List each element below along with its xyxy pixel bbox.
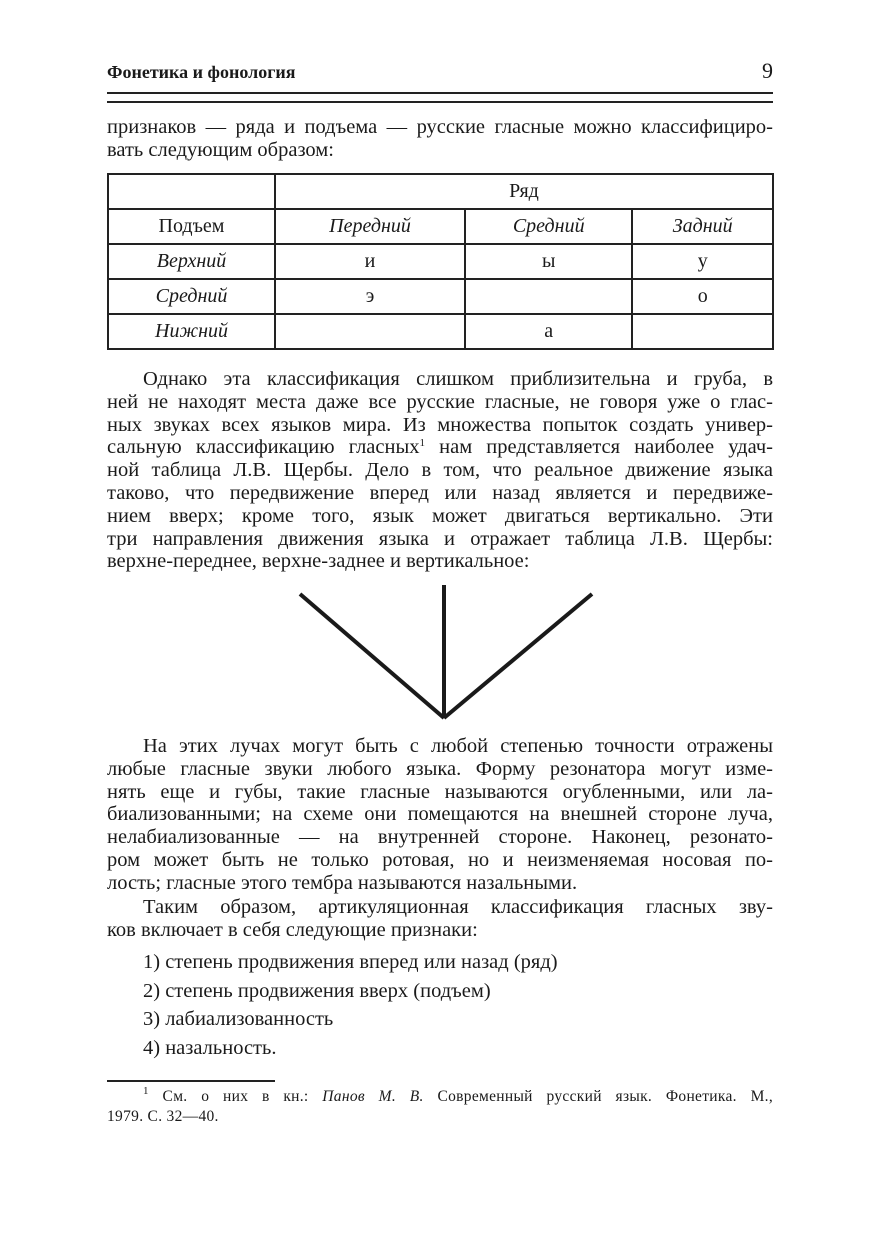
text-line: признаков — ряда и подъема — русские гласные можно классифициро- [107,116,773,138]
text-line: Однако эта классификация слишком приблизительна и груба, в [143,368,773,390]
feature-list [143,951,558,1066]
table-cell: и [275,244,465,279]
text-line: ром может быть не только ротовая, но и неизменяемая носовая по- [107,848,773,871]
footnote-text: Современный русский язык. Фонетика. М., [423,1088,774,1105]
footnote-reference: 1 [419,437,425,450]
text-line: вать следующим образом: [107,138,334,161]
text-line: нять еще и губы, такие гласные называются огубленными, или ла- [107,780,773,803]
footnote-text: 1979. С. 32—40. [107,1108,219,1125]
table-cell: э [275,279,465,314]
text-line: ных звуках всех языков мира. Из множества попыток создать универ- [107,413,773,436]
text-line: ной таблица Л.В. Щербы. Дело в том, что реальное движение языка [107,459,773,482]
footnote-text: См. о них в кн.: [148,1088,323,1105]
table-group-header: Ряд [275,174,773,209]
text-line: ков включает в себя следующие признаки: [107,918,478,941]
text-fragment: сальную классификацию гласных [107,436,420,459]
table-column-header: Задний [632,209,773,244]
page-number: 9 [762,58,773,83]
text-line: Таким образом, артикуляционная классификация гласных зву- [143,896,773,918]
footnote [107,1087,773,1127]
table-row-header: Нижний [108,314,275,349]
list-item: 4) назальность. [143,1037,277,1060]
text-line: верхне-переднее, верхне-заднее и вертикальное: [107,550,530,573]
text-line: нелабиализованные — на внутренней стороне. Наконец, резонато- [107,826,773,849]
text-line: таково, что передвижение вперед или назад является и передвиже- [107,481,773,504]
table-cell: о [632,279,773,314]
table-row-header: Верхний [108,244,275,279]
text-line: На этих лучах могут быть с любой степенью точности отражены [143,735,773,757]
text-line: биализованными; на схеме они помещаются на внешней стороне луча, [107,803,773,826]
diagram-ray-back [444,594,592,718]
text-line: нием вверх; кроме того, язык может двигаться вертикально. Эти [107,504,773,527]
paragraph-4 [107,896,773,942]
table-cell: у [632,244,773,279]
text-line: любые гласные звуки любого языка. Форму резонатора могут изме- [107,757,773,780]
footnote-mark: 1 [143,1085,149,1097]
paragraph-3 [107,735,773,895]
table-cell: а [465,314,632,349]
footnote-author: Панов М. В. [322,1088,424,1105]
footnote-rule [107,1080,275,1082]
text-line: лость; гласные этого тембра называются назальными. [107,871,578,894]
header-title: Фонетика и фонология [107,62,296,82]
table-cell: ы [465,244,632,279]
text-fragment: нам представляется наиболее удач- [425,436,774,459]
text-line: три направления движения языка и отражает таблица Л.В. Щербы: [107,527,773,550]
table-row-header: Средний [108,279,275,314]
table-column-header: Передний [275,209,465,244]
list-item: 2) степень продвижения вверх (подъем) [143,979,491,1002]
table-corner-header: Подъем [108,209,275,244]
table-column-header: Средний [465,209,632,244]
text-line: ней не находят места даже все русские гласные, не говоря уже о глас- [107,390,773,413]
diagram-ray-front [300,594,444,718]
list-item: 3) лабиализованность [143,1008,334,1031]
list-item: 1) степень продвижения вперед или назад (ряд) [143,951,558,973]
